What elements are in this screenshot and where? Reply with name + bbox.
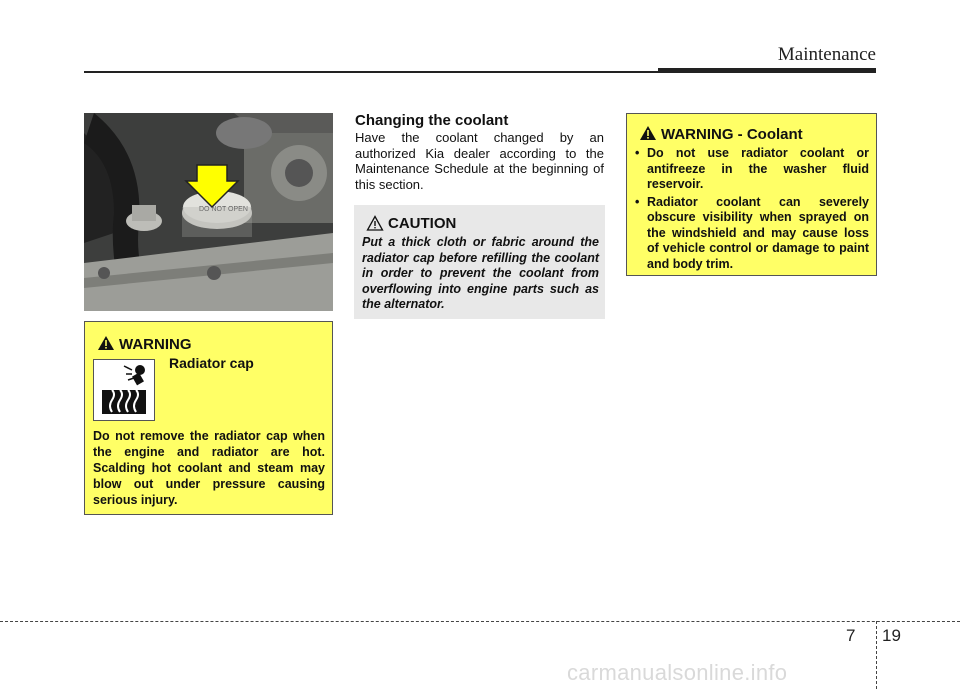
footer-rule xyxy=(0,621,960,622)
caution-title: CAUTION xyxy=(388,215,457,232)
section-body: Have the coolant changed by an authorized Kia dealer according to the Maintenance Schedule at the beginning of this section. xyxy=(355,130,604,192)
warning-triangle-icon xyxy=(639,125,657,141)
list-item: • Do not use radiator coolant or antifreeze in the washer fluid reservoir. xyxy=(635,146,869,193)
warning-coolant-box xyxy=(626,113,877,276)
warning-subtitle: Radiator cap xyxy=(169,355,254,371)
hot-radiator-icon xyxy=(93,359,155,421)
footer-divider xyxy=(876,621,877,689)
warning-triangle-icon xyxy=(97,335,115,351)
warning-radiator-box xyxy=(84,321,333,515)
chapter-number: 7 xyxy=(846,626,856,645)
section-title: Changing the coolant xyxy=(355,112,509,129)
warning-coolant-list xyxy=(635,146,869,274)
warning-coolant-title: WARNING - Coolant xyxy=(661,126,803,143)
caution-box xyxy=(354,205,605,319)
page-number: 19 xyxy=(882,626,901,645)
list-item: • Radiator coolant can severely obscure visibility when sprayed on the windshield and may cause loss of vehicle control or damage to paint and body trim. xyxy=(635,195,869,273)
svg-text:DO NOT OPEN: DO NOT OPEN xyxy=(199,206,248,213)
warning-text: Do not remove the radiator cap when the engine and radiator are hot. Scalding hot coolant and steam may blow out under pressure causing serious injury. xyxy=(93,429,325,507)
photo-code: OTF070007 xyxy=(356,410,409,421)
header-rule-thick xyxy=(658,68,876,73)
engine-illustration xyxy=(84,113,333,311)
warning-title: WARNING xyxy=(119,336,192,353)
watermark: carmanualsonline.info xyxy=(567,660,788,685)
caution-text: Put a thick cloth or fabric around the radiator cap before refilling the coolant in order to prevent the coolant from overflowing into engine parts such as the alternator. xyxy=(362,235,599,311)
caution-triangle-icon xyxy=(366,215,384,231)
header-rule xyxy=(84,71,660,73)
section-header: Maintenance xyxy=(777,44,876,65)
